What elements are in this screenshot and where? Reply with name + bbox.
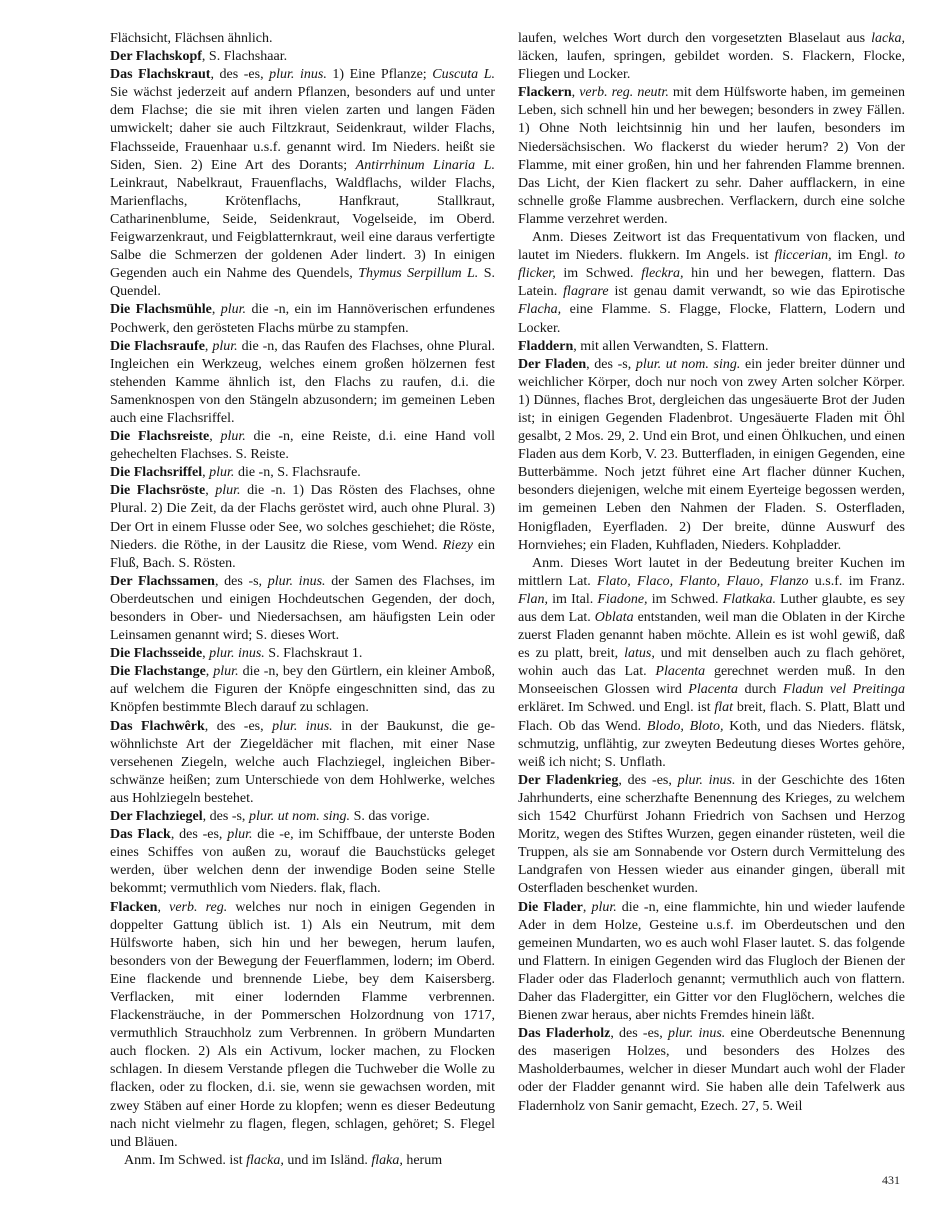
- italic-term: fleckra,: [641, 266, 684, 282]
- italic-term: Flan,: [518, 591, 548, 607]
- italic-term: Cuscuta L.: [432, 67, 496, 83]
- entry-text: entstanden, weil man die Oblaten in der Kirche zuerst Fladen genannt haben möchte. Allein es ist wohl gewiß, daß es zu platt, breit,: [518, 610, 906, 662]
- headword: Flackern: [518, 85, 572, 101]
- headword: Flacken: [110, 899, 158, 915]
- entry-text: , des -es,: [170, 827, 228, 843]
- entry-text: die -n, bey den Gürtlern, ein kleiner Amboß, auf welchem die Figuren der Knöpfe eingeschnitten sind, das zu Knöpfen bestimmte Blech darauf zu schlagen.: [110, 664, 496, 716]
- dictionary-entry: [518, 1025, 905, 1115]
- annotation-paragraph: [518, 555, 905, 772]
- headword: Der Fladen: [518, 356, 587, 372]
- headword: Die Flachsröste: [110, 483, 206, 499]
- dictionary-entry: [110, 808, 495, 826]
- italic-term: Antirrhinum Linaria L.: [355, 157, 495, 173]
- italic-term: plur.: [209, 465, 235, 481]
- entry-text: die -n. 1) Das Rösten des Flachses, ohne Plural. 2) Die Zeit, da der Flachs geröstet wird, auch ohne Plural. 3) Der Ort in einem Flusse oder See, wo solches geschiehet; die Röste, Nieders. die Röthe, in der Lausitz die Riese, vom Wend.: [110, 483, 495, 553]
- italic-term: Riezy: [442, 537, 473, 553]
- italic-term: plur. inus.: [677, 772, 736, 788]
- headword: Die Flachsmühle: [110, 302, 212, 318]
- dictionary-entry: [110, 718, 495, 808]
- entry-text: ,: [205, 483, 216, 499]
- italic-term: plur. inus.: [269, 67, 327, 83]
- headword: Die Flachsriffel: [110, 465, 203, 481]
- italic-term: plur.: [227, 827, 253, 843]
- dictionary-entry: [110, 899, 495, 1152]
- italic-term: plur. ut nom. sing.: [635, 356, 741, 372]
- italic-term: plur. inus.: [267, 573, 326, 589]
- italic-term: flacka,: [246, 1152, 284, 1168]
- italic-term: lacka,: [871, 31, 905, 46]
- italic-term: Thymus Serpillum L.: [358, 266, 479, 282]
- dictionary-entry: [110, 338, 495, 428]
- entry-text: läcken, laufen, springen, gebildet worden. S. Flackern, Flocke, Fliegen und Locker.: [518, 49, 905, 83]
- italic-term: plur. inus.: [209, 646, 265, 662]
- headword: Der Fladenkrieg: [518, 772, 619, 788]
- entry-text: , des -s,: [202, 809, 249, 825]
- entry-text: laufen, welches Wort durch den vorgesetzten Blaselaut aus: [518, 31, 872, 46]
- entry-text: die -n, das Raufen des Flachses, ohne Plural. Ingleichen ein Werkzeug, welches einem großen hölzernen fest stehenden Kamme ähnlich ist, den Flachs zu raufen, d.i. die Samenknospen von den Stängeln abzusondern; im gemeinen Leben auch eine Flachsriffel.: [110, 338, 496, 426]
- headword: Die Flachstange: [110, 664, 206, 680]
- entry-text: Anm. Dieses Wort lautet in der Bedeutung breiter Kuchen im mittlern Lat.: [518, 555, 905, 589]
- headword: Das Fladerholz: [518, 1026, 611, 1042]
- dictionary-entry: [518, 84, 905, 229]
- entry-text: 1) Eine Pflanze;: [326, 67, 433, 83]
- entry-text: herum: [402, 1152, 443, 1168]
- entry-text: gerechnet werden muß. In den Monseeischen Glossen wird: [518, 664, 905, 698]
- italic-term: Placenta: [655, 664, 706, 680]
- dictionary-entry: [110, 66, 495, 301]
- italic-term: Flato, Flaco, Flanto, Flauo, Flanzo: [596, 573, 809, 589]
- entry-text: , des -s,: [214, 573, 268, 589]
- dictionary-entry: [110, 301, 495, 337]
- italic-term: Flatkaka.: [722, 591, 776, 607]
- dictionary-entry: [110, 48, 495, 66]
- entry-text: durch: [738, 682, 783, 698]
- entry-text: ein Fluß, Bach. S. Rösten.: [110, 537, 495, 571]
- italic-term: plur. ut nom. sing.: [248, 809, 351, 825]
- entry-text: , des -s,: [586, 356, 636, 372]
- dictionary-entry: [110, 573, 495, 645]
- entry-text: der Samen des Flachses, im Oberdeutschen und einigen Hochdeutschen Gegenden, der doch, besonders in Ober- und Niedersachsen, am häufigsten Lein oder Leinsamen genannt wird; S. dieses Wort.: [110, 573, 495, 644]
- headword: Die Flachsraufe: [110, 338, 205, 354]
- entry-text: ,: [211, 302, 221, 318]
- entry-text: , des -es,: [610, 1026, 668, 1042]
- entry-text: Sie wächst jederzeit auf andern Pflanzen, besonders auf und unter dem Flachse; die sie mit ihren vielen zarten und langen Fäden umwickelt; daher sie auch Filtzkraut, Seidenkraut, wilder Flachs, Flachsseide, Frauenhaar u.s.f. genannt wird. Im Nieders. heißt sie Siden, Sien. 2) Eine Art des Dorants;: [110, 85, 495, 173]
- entry-text: im Schwed.: [555, 266, 642, 282]
- entry-text: ist genau damit verwandt, so wie das Epirotische: [608, 284, 905, 300]
- entry-text: , des -es,: [618, 772, 678, 788]
- italic-term: Placenta: [688, 682, 739, 698]
- entry-text: die -n, S. Flachsraufe.: [234, 465, 361, 481]
- entry-text: Anm. Dieses Zeitwort ist das Frequentativum von flacken, und lautet im Nieders. flukkern. Im Angels. ist: [518, 230, 905, 264]
- headword: Fladdern: [518, 338, 574, 354]
- entry-text: die -e, im Schiffbaue, der unterste Boden eines Schiffes von außen zu, worauf die Bauchstücks geleget werden, über welchen denn der inwendige Boden seine Stelle bekommt; vermuthlich vom Nieders. flak, flach.: [110, 827, 495, 897]
- italic-term: plur.: [220, 429, 246, 445]
- entry-text: ,: [202, 646, 210, 662]
- italic-term: flaka,: [371, 1152, 403, 1168]
- entry-text: , mit allen Verwandten, S. Flattern.: [573, 338, 769, 354]
- headword: Die Flader: [518, 899, 583, 915]
- italic-term: plur.: [213, 664, 239, 680]
- italic-term: verb. reg.: [169, 899, 228, 915]
- dictionary-entry: [110, 464, 495, 482]
- dictionary-entry: [110, 826, 495, 898]
- entry-text: , des -es,: [210, 67, 270, 83]
- entry-text: ,: [571, 85, 580, 101]
- dictionary-entry: [518, 338, 905, 356]
- italic-term: Flacha,: [518, 302, 562, 318]
- entry-text: erkläret. Im Schwed. und Engl. ist: [518, 700, 715, 716]
- entry-text: eine Oberdeutsche Benennung des maserigen Holzes, und besonders des Holzes des Masholderbaumes, welcher in dieser Mundart auch wohl der Flader oder der Fladder genannt wird. Sie haben alle dein Tafelwerk aus Fladernholz von Sanir gemacht, Ezech. 27, 5. Weil: [518, 1026, 905, 1114]
- headword: Das Flack: [110, 827, 171, 843]
- italic-term: fliccerian,: [774, 248, 832, 264]
- entry-text: im Engl.: [831, 248, 895, 264]
- entry-text: Luther glaubte, es sey aus dem Lat.: [518, 591, 905, 625]
- headword: Der Flachskopf: [110, 49, 202, 65]
- italic-term: latus,: [624, 646, 655, 662]
- italic-term: plur.: [215, 483, 241, 499]
- italic-term: plur. inus.: [667, 1026, 726, 1042]
- entry-text: die -n, eine Reiste, d.i. eine Hand voll gehechelten Flachses. S. Reiste.: [110, 429, 496, 463]
- italic-term: Fiadone,: [597, 591, 648, 607]
- italic-term: plur.: [220, 302, 247, 318]
- entry-text: in der Baukunst, die gewöhnlichste Art der Ziegeldächer mit flachen, mit einer Nase versehenen Ziegeln, welche auch Flachziegel, ingleichen Biberschwänze heißen; zum Unterschiede von dem Hohlwerke, welches aus Hohlziegeln bestehet.: [110, 718, 495, 806]
- entry-text: Koth, und das Nieders. flätsk, schmutzig, unflähtig, zur zweyten Bedeutung dieses Wortes gehöre, weiß ich nicht; S. Unflath.: [518, 718, 905, 770]
- headword: Die Flachsreiste: [110, 429, 210, 445]
- dictionary-entry: [110, 482, 495, 572]
- entry-text: u.s.f. im Franz.: [808, 573, 906, 589]
- entry-text: und mit denselben auch zu flach gehöret, wohin auch das Lat.: [518, 646, 906, 680]
- entry-text: die -n, ein im Hannöverischen erfundenes Pochwerk, den gerösteten Flachs mürbe zu stampfen.: [110, 302, 495, 336]
- italic-term: flagrare: [563, 284, 609, 300]
- headword: Der Flachssamen: [110, 573, 215, 589]
- entry-text: ein jeder breiter dünner und weichlicher Körper, doch nur noch von zwey Arten solcher Körper. 1) Dünnes, flaches Brot, dergleichen das ungesäuerte Brot der Juden ist; in einigen Gegenden Fladenbrot. Ungesäuerte Fladen mit Öhl gesalbt, 2 Mos. 29, 2. Und ein Brot, und einen Öhlkuchen, und einen Fladen aus dem Korb, V. 23. Butterfladen, in einigen Gegenden, eine Butterbämme. Noch jetzt führet eine Art flacher dünner Kuchen, besonders diejenigen, welche mit einem Eyerteige begossen werden, im gemeinen Leben den Nahmen der Fladen. S. Osterfladen, Honigfladen, Eyerfladen. 2) Der breite, dünne Auswurf des Hornviehes; ein Fladen, Kuhfladen, Nieders. Kohpladder.: [518, 356, 906, 553]
- italic-term: Fladun vel Preitinga: [782, 682, 905, 698]
- entry-text: , des -es,: [204, 718, 273, 734]
- entry-text: die -n, eine flammichte, hin und wieder laufende Ader in dem Holze, Gesteine u.s.f. im Oberdeutschen und den gemeinen Mundarten, wo es auch wohl Flaser lautet. S. das folgende und Flattern. In einigen Gegenden wird das Flugloch der Bienen der Flader oder das Fladerloch genannt; vermuthlich auch von flattern. Daher das Fladergitter, ein Gitter vor den Fluglöchern, welches die Bienen zwar heraus, aber nichts Fremdes hinein läßt.: [518, 899, 905, 1024]
- italic-term: plur.: [591, 899, 617, 915]
- dictionary-entry: [110, 645, 495, 663]
- headword: Der Flachziegel: [110, 809, 203, 825]
- page-number: 431: [882, 1173, 900, 1187]
- dictionary-entry: [518, 356, 905, 555]
- entry-text: mit dem Hülfsworte haben, im gemeinen Leben, sich schnell hin und her bewegen; besonders in zwey Fällen. 1) Ohne Noth leichtsinnig hin und her laufen, besonders im Niedersächsischen. Wo flackerst du wieder herum? 2) Von der Flamme, mit einer großen, hin und her fahrenden Flamme brennen. Das Licht, der Kien flackert zu sehr. Daher aufflackern, in eine schnelle große Flamme ausbrechen. Verflackern, durch eine solche Flamme verzehret werden.: [518, 85, 905, 227]
- entry-text: S. das vorige.: [350, 809, 430, 825]
- entry-text: ,: [202, 465, 210, 481]
- entry-text: welches nur noch in einigen Gegenden in doppelter Gattung üblich ist. 1) Als ein Neutrum, mit dem Hülfsworte haben, sich hin und her bewegen, herum laufen, besonders von der Bewegung der Feuerflammen, lodern; im Oberd. Eine flackende und brennende Liebe, bey dem Kaisersberg. Verflacken, mit einer lodernden Flamme verbrennen. Flackensträuche, in der Pommerschen Holzordnung von 1717, vermuthlich Strauchholz zum Verbrennen. In gröbern Mundarten auch flocken. 2) Als ein Activum, locker machen, zu Flocken schlagen. In diesem Verstande pflegen die Tuchweber die Wolle zu flacken, oder zu flocken, d.i. sie, wenn sie gewachsen worden, mit zwey Stäben auf einer Horde zu klopfen; wenn es dieser Bedeutung nach nicht vielmehr zu flagen, flegen, schlagen, gehöret; S. Flegel und Bläuen.: [110, 899, 495, 1150]
- entry-text: ,: [582, 899, 592, 915]
- entry-text: ,: [204, 338, 213, 354]
- headword: Die Flachsseide: [110, 646, 203, 662]
- italic-term: plur.: [212, 338, 238, 354]
- dictionary-entry: [110, 428, 495, 464]
- headword: Das Flachwêrk: [110, 718, 205, 734]
- entry-text: eine Flamme. S. Flagge, Flocke, Flattern, Lodern und Locker.: [518, 302, 905, 336]
- entry-text: Leinkraut, Nabelkraut, Frauenflachs, Waldflachs, wilder Flachs, Marienflachs, Krötenflachs, Hanfkraut, Stallkraut, Catharinenblume, Seide, Seidenkraut, Vogelseide, im Oberd. Feigwarzenkraut, und Feigblatternkraut, weil eine daraus verfertigte Salbe die Schmerzen der goldenen Ader lindert. 3) In einigen Gegenden auch ein Nahme des Quendels,: [110, 175, 495, 282]
- italic-term: verb. reg. neutr.: [579, 85, 669, 101]
- entry-text: im Ital.: [547, 591, 598, 607]
- dictionary-entry: [518, 30, 905, 84]
- entry-text: ,: [209, 429, 221, 445]
- entry-text: ,: [157, 899, 170, 915]
- italic-term: flat: [714, 700, 734, 716]
- annotation-paragraph: [518, 229, 905, 338]
- entry-text: Flächsicht, Flächsen ähnlich.: [110, 31, 273, 46]
- entry-text: , S. Flachshaar.: [201, 49, 288, 65]
- entry-text: S. Flachskraut 1.: [264, 646, 363, 662]
- dictionary-entry: [110, 663, 495, 717]
- annotation-paragraph: [110, 1152, 495, 1170]
- entry-text: und im Isländ.: [283, 1152, 372, 1168]
- entry-text: Anm. Im Schwed. ist: [124, 1152, 247, 1168]
- dictionary-entry: [110, 30, 495, 48]
- entry-text: im Schwed.: [647, 591, 723, 607]
- entry-text: breit, flach. S. Platt, Blatt und Flach. Ob das Wend.: [518, 700, 905, 734]
- entry-text: hin und her bewegen, flattern. Das Latein.: [518, 266, 905, 300]
- entry-text: in der Geschichte des 16ten Jahrhunderts, eine scherzhafte Benennung des Krieges, zu welchem sich 1542 Churfürst Johann Friedrich von Sachsen und Herzog Moritz, wegen des Stiftes Wurzen, gegen einander rüsteten, weil die Truppen, als sie am Sonnabende vor Ostern durch Vermittelung des Landgrafen von Hessen wieder aus einander gingen, überall mit Osterfladen beschenket wurden.: [518, 772, 905, 897]
- italic-term: to flicker,: [518, 248, 905, 282]
- entry-text: ,: [205, 664, 214, 680]
- entry-text: S. Quendel.: [110, 266, 495, 300]
- headword: Das Flachskraut: [110, 67, 211, 83]
- left-column: [110, 30, 495, 1170]
- italic-term: Oblata: [594, 610, 634, 625]
- dictionary-entry: [518, 899, 905, 1026]
- italic-term: plur. inus.: [272, 718, 333, 734]
- dictionary-entry: [518, 772, 905, 899]
- italic-term: Blodo, Bloto,: [646, 718, 724, 734]
- right-column: [518, 30, 905, 1116]
